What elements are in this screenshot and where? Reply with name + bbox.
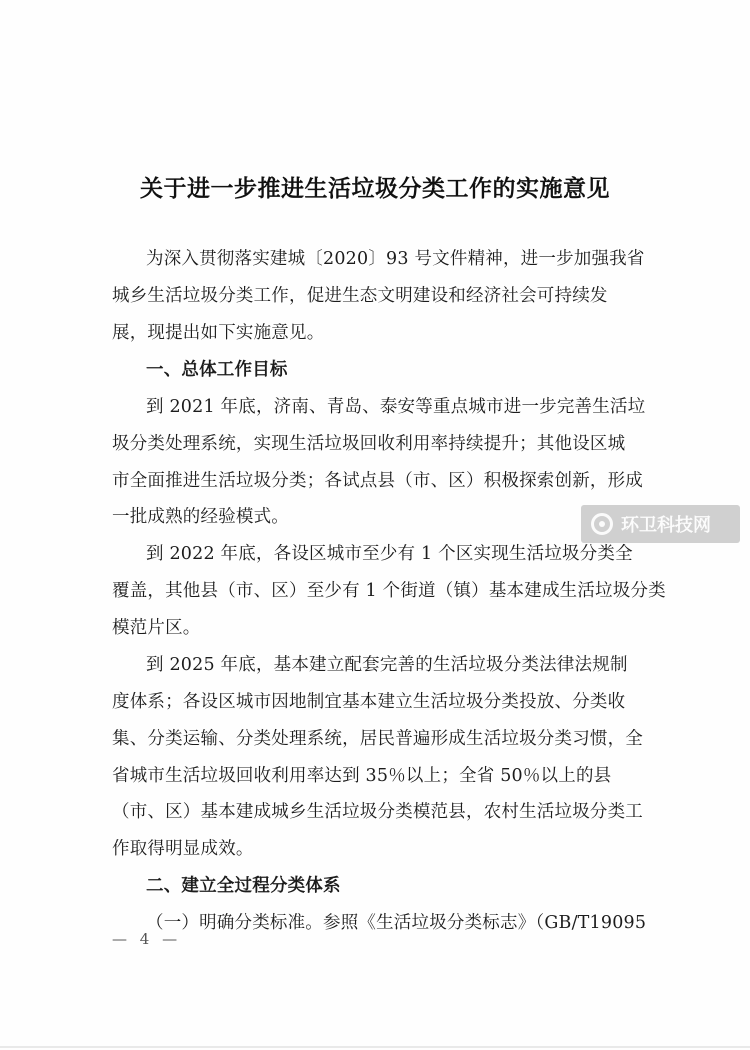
- paragraph-line: 覆盖，其他县（市、区）至少有 1 个街道（镇）基本建成生活垃圾分类: [112, 581, 666, 601]
- paragraph-line: 展，现提出如下实施意见。: [112, 323, 325, 343]
- paragraph-line: 圾分类处理系统，实现生活垃圾回收利用率持续提升；其他设区城: [112, 434, 626, 454]
- paragraph-line: 城乡生活垃圾分类工作，促进生态文明建设和经济社会可持续发: [112, 286, 608, 306]
- page-title: 关于进一步推进生活垃圾分类工作的实施意见: [140, 176, 610, 202]
- paragraph-line: （一）明确分类标准。参照《生活垃圾分类标志》（GB/T19095: [146, 913, 647, 933]
- paragraph-line: 作取得明显成效。: [112, 839, 254, 859]
- page-number: — 4 —: [112, 930, 182, 948]
- paragraph-line: 度体系；各设区城市因地制宜基本建立生活垃圾分类投放、分类收: [112, 692, 626, 712]
- paragraph-line: （市、区）基本建成城乡生活垃圾分类模范县，农村生活垃圾分类工: [112, 802, 643, 822]
- watermark: [581, 505, 740, 543]
- paragraph-line: 为深入贯彻落实建城〔2020〕93 号文件精神，进一步加强我省: [146, 249, 645, 269]
- section-heading: 一、总体工作目标: [146, 360, 288, 380]
- globe-logo-icon: [591, 513, 613, 535]
- paragraph-line: 集、分类运输、分类处理系统，居民普遍形成生活垃圾分类习惯，全: [112, 729, 643, 749]
- paragraph-line: 市全面推进生活垃圾分类；各试点县（市、区）积极探索创新，形成: [112, 471, 643, 491]
- paragraph-line: 到 2022 年底，各设区城市至少有 1 个区实现生活垃圾分类全: [146, 544, 633, 564]
- paragraph-line: 省城市生活垃圾回收利用率达到 35％以上；全省 50％以上的县: [112, 766, 612, 786]
- paragraph-line: 到 2025 年底，基本建立配套完善的生活垃圾分类法律法规制: [146, 655, 628, 675]
- section-heading: 二、建立全过程分类体系: [146, 876, 341, 896]
- paragraph-line: 到 2021 年底，济南、青岛、泰安等重点城市进一步完善生活垃: [146, 397, 646, 417]
- divider: [0, 1046, 750, 1048]
- paragraph-line: 一批成熟的经验模式。: [112, 507, 289, 527]
- watermark-text: 环卫科技网: [621, 515, 711, 536]
- paragraph-line: 模范片区。: [112, 618, 201, 638]
